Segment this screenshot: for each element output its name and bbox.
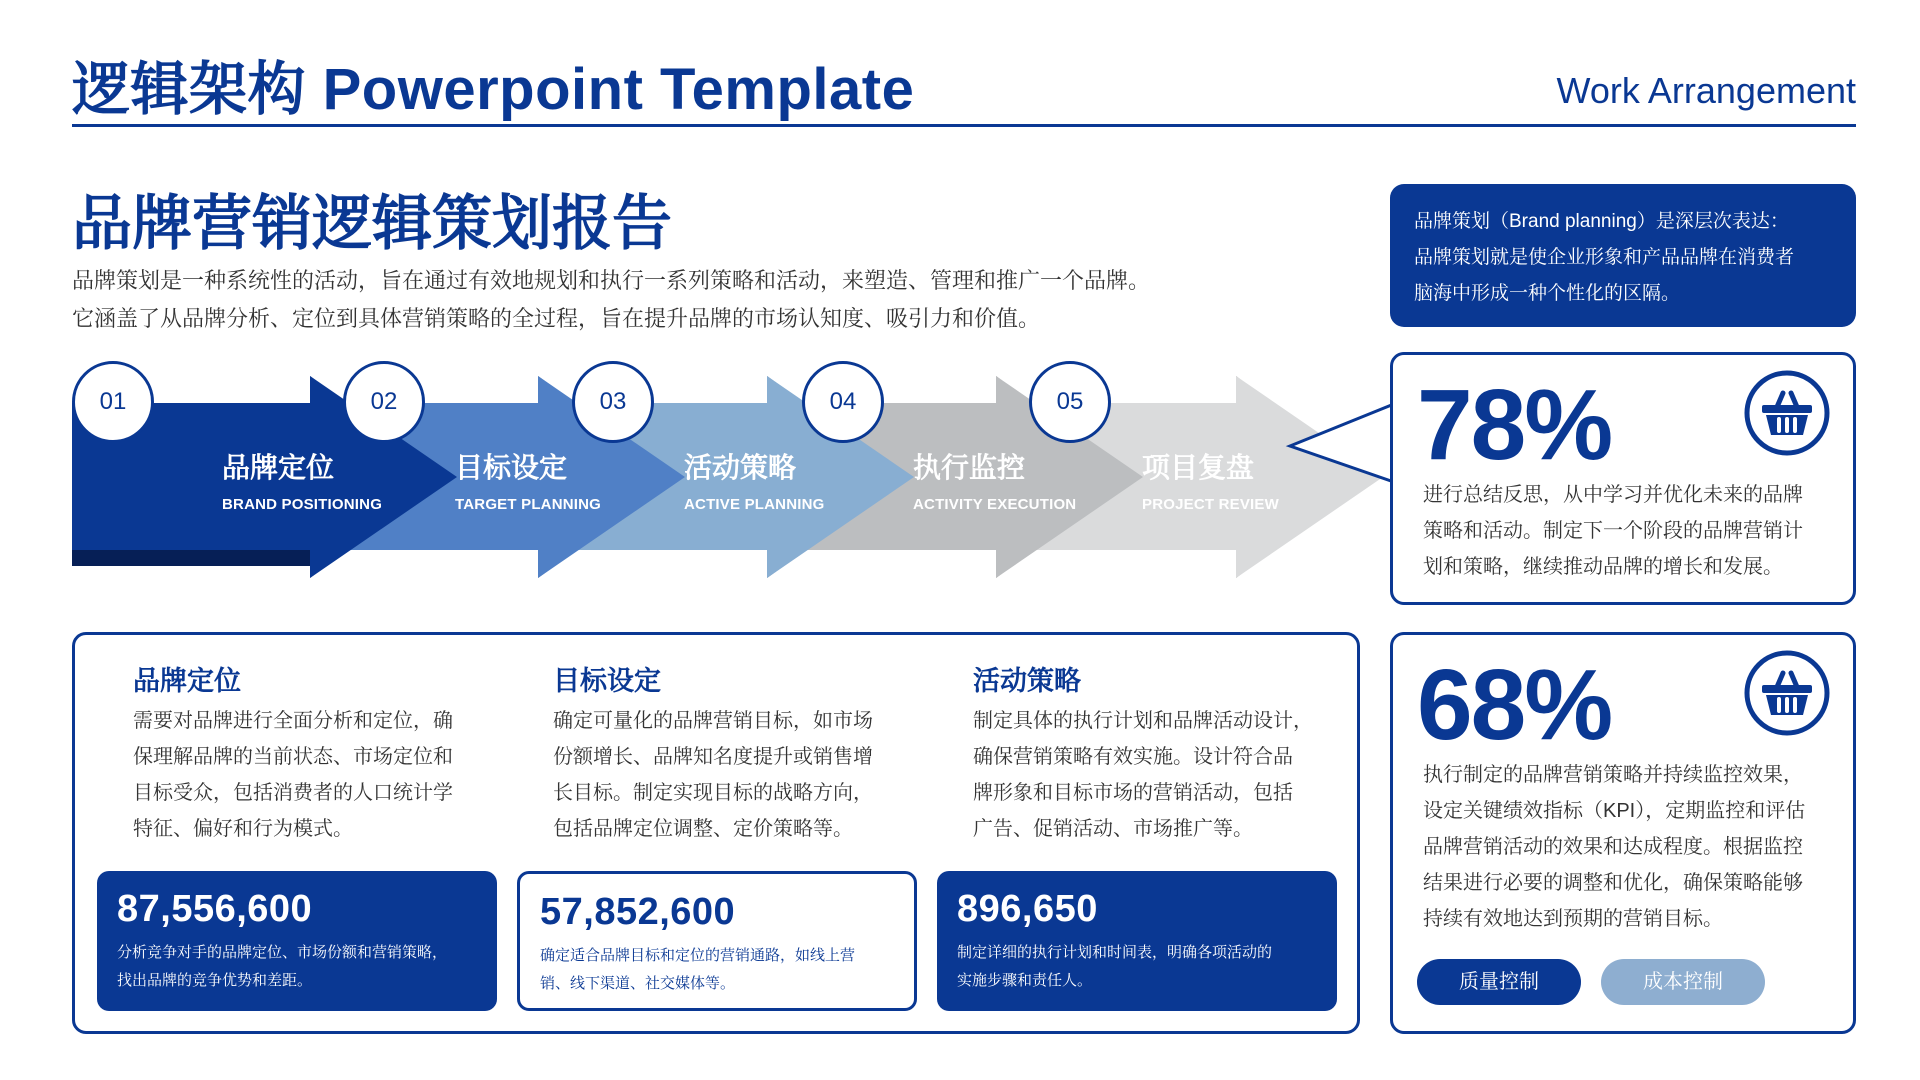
stat-card <box>1390 352 1856 605</box>
metric-box <box>937 871 1337 1011</box>
detail-title: 活动策略 <box>973 666 1081 696</box>
stat-description <box>1423 477 1833 585</box>
definition-line: 脑海中形成一种个性化的区隔。 <box>1414 283 1681 304</box>
stat-value: 78% <box>1417 369 1612 481</box>
detail-text-line: 保理解品牌的当前状态、市场定位和 <box>133 746 453 768</box>
step-title: 品牌定位 <box>222 452 335 483</box>
metric-description <box>540 942 894 998</box>
metric-description-line: 实施步骤和责任人。 <box>957 972 1093 989</box>
detail-text-line: 牌形象和目标市场的营销活动，包括 <box>973 782 1293 804</box>
step-number-circle: 05 <box>1029 361 1111 443</box>
intro-paragraph <box>72 262 1372 338</box>
stat-description-line: 划和策略，继续推动品牌的增长和发展。 <box>1423 556 1783 578</box>
detail-text-line: 目标受众，包括消费者的人口统计学 <box>133 782 453 804</box>
definition-line: 品牌策划就是使企业形象和产品品牌在消费者 <box>1414 247 1795 268</box>
detail-text-line: 广告、促销活动、市场推广等。 <box>973 818 1253 840</box>
definition-line: 品牌策划（Brand planning）是深层次表达： <box>1414 211 1789 232</box>
step-subtitle: BRAND POSITIONING <box>222 496 383 513</box>
header-title: 逻辑架构 Powerpoint Template <box>72 57 915 122</box>
metric-description-line: 确定适合品牌目标和定位的营销通路，如线上营 <box>540 947 856 964</box>
metric-box <box>517 871 917 1011</box>
metric-description-line: 制定详细的执行计划和时间表，明确各项活动的 <box>957 944 1273 961</box>
metric-value: 57,852,600 <box>540 891 736 933</box>
step-number-circle: 01 <box>72 361 154 443</box>
stat-card <box>1390 632 1856 1034</box>
cost-control-button[interactable]: 成本控制 <box>1601 959 1765 1005</box>
detail-text-line: 特征、偏好和行为模式。 <box>133 818 353 840</box>
detail-text-line: 确保营销策略有效实施。设计符合品 <box>973 746 1293 768</box>
step-subtitle: PROJECT REVIEW <box>1142 496 1279 513</box>
metric-description <box>957 939 1317 995</box>
detail-title: 品牌定位 <box>133 666 241 696</box>
stat-description-line: 执行制定的品牌营销策略并持续监控效果， <box>1423 764 1803 786</box>
step-title: 目标设定 <box>455 452 568 483</box>
process-flow <box>0 356 1400 606</box>
stat-description-line: 策略和活动。制定下一个阶段的品牌营销计 <box>1423 520 1803 542</box>
metric-description <box>117 939 477 995</box>
detail-text-line: 需要对品牌进行全面分析和定位，确 <box>133 710 453 732</box>
intro-line: 品牌策划是一种系统性的活动，旨在通过有效地规划和执行一系列策略和活动，来塑造、管理和推广一个品牌。 <box>72 268 1151 293</box>
detail-text-line: 长目标。制定实现目标的战略方向， <box>553 782 873 804</box>
detail-text-line: 份额增长、品牌知名度提升或销售增 <box>553 746 873 768</box>
basket-icon <box>1743 649 1831 737</box>
step-title: 执行监控 <box>913 452 1026 483</box>
basket-icon <box>1743 369 1831 457</box>
step-number-circle: 03 <box>572 361 654 443</box>
stat-description-line: 结果进行必要的调整和优化，确保策略能够 <box>1423 872 1803 894</box>
detail-text <box>973 703 1313 847</box>
detail-text-line: 确定可量化的品牌营销目标，如市场 <box>553 710 873 732</box>
stat-value: 68% <box>1417 649 1612 761</box>
metric-value: 87,556,600 <box>117 888 313 930</box>
detail-text <box>133 703 473 847</box>
step-number-circle: 04 <box>802 361 884 443</box>
header-divider <box>72 124 1856 127</box>
metric-description-line: 销、线下渠道、社交媒体等。 <box>540 975 736 992</box>
detail-text <box>553 703 893 847</box>
detail-text-line: 制定具体的执行计划和品牌活动设计， <box>973 710 1313 732</box>
stat-description <box>1423 757 1833 937</box>
details-panel <box>72 632 1360 1034</box>
stat-description-line: 品牌营销活动的效果和达成程度。根据监控 <box>1423 836 1803 858</box>
step-number-circle: 02 <box>343 361 425 443</box>
step-subtitle: ACTIVITY EXECUTION <box>913 496 1077 513</box>
step-title: 项目复盘 <box>1142 452 1255 483</box>
stat-description-line: 持续有效地达到预期的营销目标。 <box>1423 908 1723 930</box>
step-subtitle: TARGET PLANNING <box>455 496 602 513</box>
detail-title: 目标设定 <box>553 666 661 696</box>
step-title: 活动策略 <box>684 452 797 483</box>
metric-description-line: 找出品牌的竞争优势和差距。 <box>117 972 313 989</box>
metric-description-line: 分析竞争对手的品牌定位、市场份额和营销策略， <box>117 944 448 961</box>
intro-line: 它涵盖了从品牌分析、定位到具体营销策略的全过程，旨在提升品牌的市场认知度、吸引力和价值。 <box>72 306 1041 331</box>
definition-box <box>1390 184 1856 327</box>
page-title: 品牌营销逻辑策划报告 <box>72 190 672 257</box>
metric-box <box>97 871 497 1011</box>
quality-control-button[interactable]: 质量控制 <box>1417 959 1581 1005</box>
detail-text-line: 包括品牌定位调整、定价策略等。 <box>553 818 853 840</box>
stat-description-line: 进行总结反思，从中学习并优化未来的品牌 <box>1423 484 1803 506</box>
step-subtitle: ACTIVE PLANNING <box>684 496 825 513</box>
metric-value: 896,650 <box>957 888 1098 930</box>
stat-description-line: 设定关键绩效指标（KPI），定期监控和评估 <box>1423 800 1806 822</box>
header-subtitle: Work Arrangement <box>1556 70 1856 111</box>
